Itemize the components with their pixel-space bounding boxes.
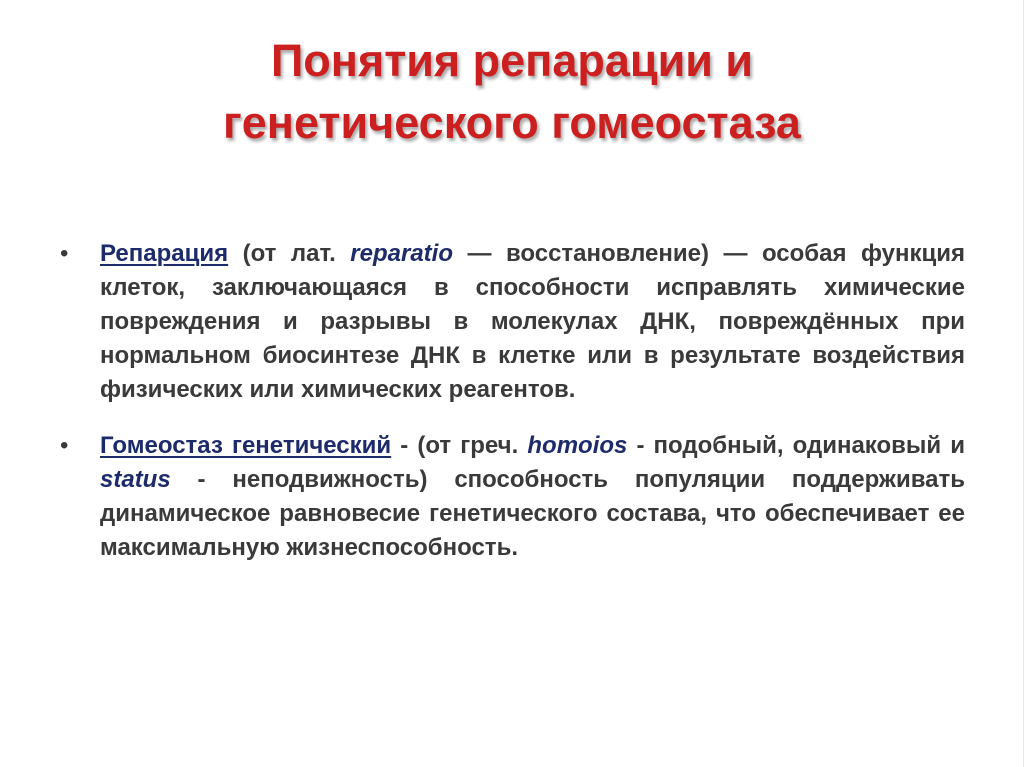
bullet-marker: • [60,240,69,267]
bullet-text-homeostasis [100,429,965,565]
definition-text: (от лат. [228,240,351,267]
term-reparation: Репарация [100,240,229,267]
title-line-1: Понятия репарации и [270,35,754,86]
latin-term: reparatio [350,240,453,267]
definition-text: - неподвижность) способность популяции поддерживать динамическое равновесие генетического состава, что обеспечивает ее максимальную жизнеспособность. [100,466,965,561]
bullet-item-homeostasis [60,429,965,565]
greek-term: homoios [527,432,628,459]
latin-term-status: status [100,466,171,493]
bullet-text-reparation [100,237,965,407]
title-line-2: генетического гомеостаза [223,97,801,148]
definition-text: - (от греч. [391,432,528,459]
bullet-marker: • [60,432,69,459]
definition-text: — восстановление) — особая функция клеток, заключающаяся в способности исправлять химические повреждения и разрывы в молекулах ДНК, повреждённых при нормальном биосинтезе ДНК в клетке или в результате воздействия физических или химических реагентов. [100,240,965,403]
slide-title [40,30,984,154]
bullet-item-reparation [60,237,965,407]
definition-text: - подобный, одинаковый и [627,432,966,459]
bullet-list [60,237,965,587]
term-homeostasis: Гомеостаз генетический [100,432,392,459]
